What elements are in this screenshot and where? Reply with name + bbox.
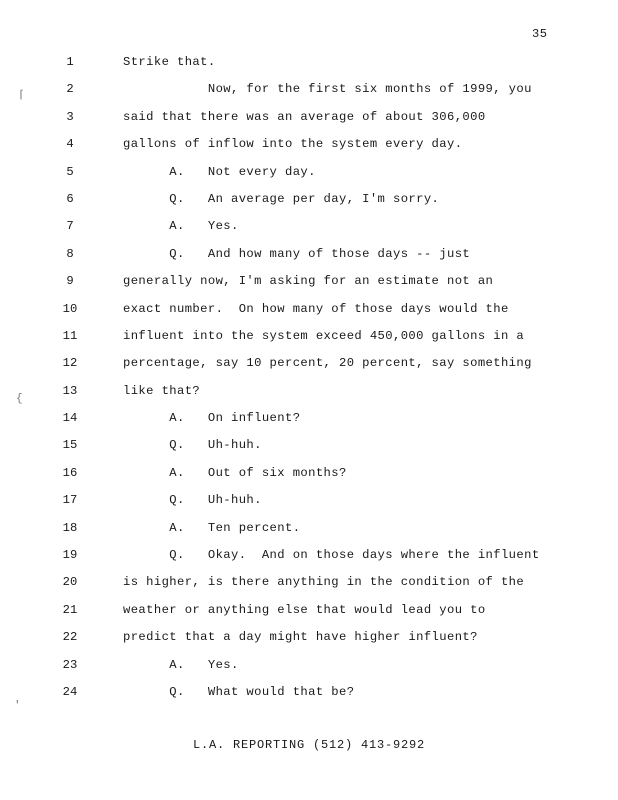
transcript-lines (0, 49, 618, 706)
line-number: 10 (62, 301, 78, 316)
line-number: 6 (66, 191, 74, 206)
line-number: 20 (62, 575, 78, 590)
transcript-line (0, 679, 618, 706)
line-text: Q. An average per day, I'm sorry. (123, 191, 440, 206)
transcript-line (0, 350, 618, 377)
transcript-line (0, 131, 618, 158)
line-text: Q. And how many of those days -- just (123, 246, 471, 261)
line-text: A. Yes. (123, 657, 239, 672)
line-text: A. Yes. (123, 219, 239, 234)
transcript-line (0, 652, 618, 679)
transcript-line (0, 597, 618, 624)
line-number: 2 (66, 82, 74, 97)
line-text: Now, for the first six months of 1999, you (123, 82, 532, 97)
transcript-line (0, 432, 618, 459)
line-number: 17 (62, 493, 78, 508)
line-text: weather or anything else that would lead you to (123, 602, 486, 617)
line-text: influent into the system exceed 450,000 gallons in a (123, 328, 525, 343)
line-text: A. On influent? (123, 411, 301, 426)
reporter-footer: L.A. REPORTING (512) 413-9292 (192, 738, 426, 752)
line-text: generally now, I'm asking for an estimate not an (123, 274, 494, 289)
line-number: 4 (66, 137, 74, 152)
line-number: 12 (62, 356, 78, 371)
transcript-line (0, 487, 618, 514)
line-text: A. Out of six months? (123, 465, 347, 480)
line-text: gallons of inflow into the system every day. (123, 137, 463, 152)
line-number: 3 (66, 109, 74, 124)
line-number: 1 (66, 55, 74, 69)
line-text: percentage, say 10 percent, 20 percent, say something (123, 356, 532, 371)
transcript-line (0, 624, 618, 651)
line-text: exact number. On how many of those days would the (123, 301, 509, 316)
line-number: 15 (62, 438, 78, 453)
line-number: 22 (62, 630, 78, 645)
transcript-line (0, 323, 618, 350)
line-number: 16 (62, 465, 78, 480)
line-number: 21 (62, 602, 78, 617)
transcript-line (0, 515, 618, 542)
line-number: 19 (62, 548, 78, 563)
line-text: like that? (123, 383, 201, 398)
line-text: A. Ten percent. (123, 520, 301, 535)
line-number: 14 (62, 411, 78, 426)
scan-mark-icon: ′ (14, 700, 21, 712)
transcript-line (0, 186, 618, 213)
transcript-line (0, 405, 618, 432)
scan-mark-icon: { (16, 393, 23, 405)
page-number: 35 (532, 27, 548, 41)
transcript-line (0, 296, 618, 323)
line-text: Strike that. (123, 55, 216, 69)
transcript-line (0, 460, 618, 487)
scan-mark-icon: ⌈ (18, 90, 25, 102)
transcript-line (0, 49, 618, 76)
transcript-line (0, 104, 618, 131)
line-text: is higher, is there anything in the condition of the (123, 575, 525, 590)
line-text: Q. Uh-huh. (123, 493, 262, 508)
transcript-line (0, 213, 618, 240)
line-text: said that there was an average of about 306,000 (123, 109, 486, 124)
line-number: 5 (66, 164, 74, 179)
transcript-line (0, 159, 618, 186)
transcript-line (0, 378, 618, 405)
transcript-line (0, 569, 618, 596)
line-text: Q. Uh-huh. (123, 438, 262, 453)
line-text: Q. Okay. And on those days where the influent (123, 548, 540, 563)
transcript-line (0, 241, 618, 268)
transcript-line (0, 76, 618, 103)
line-text: A. Not every day. (123, 164, 316, 179)
line-number: 7 (66, 219, 74, 234)
line-number: 11 (62, 328, 78, 343)
line-number: 8 (66, 246, 74, 261)
line-number: 24 (62, 684, 78, 699)
line-number: 13 (62, 383, 78, 398)
transcript-line (0, 542, 618, 569)
line-number: 18 (62, 520, 78, 535)
line-number: 23 (62, 657, 78, 672)
line-text: Q. What would that be? (123, 684, 355, 699)
transcript-line (0, 268, 618, 295)
line-text: predict that a day might have higher influent? (123, 630, 478, 645)
line-number: 9 (66, 274, 74, 289)
